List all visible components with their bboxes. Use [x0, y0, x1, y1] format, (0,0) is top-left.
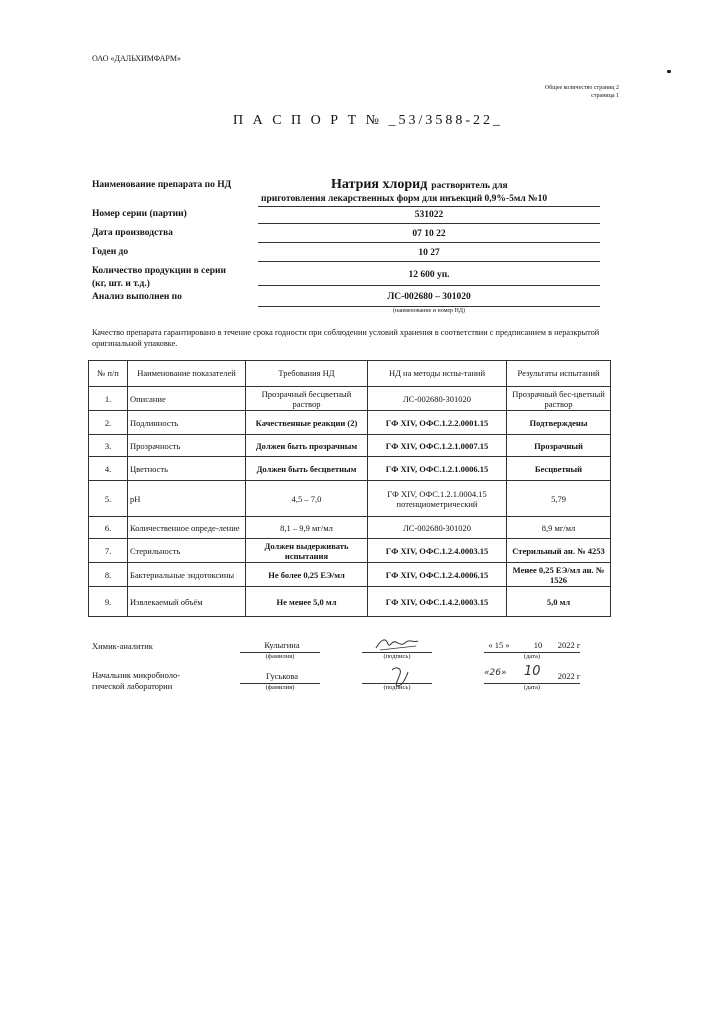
- row-method: ГФ XIV, ОФС.1.2.2.0001.15: [368, 411, 507, 435]
- table-row: [89, 563, 611, 587]
- row-name: Цветность: [128, 457, 246, 481]
- surname-caption: (фамилия): [265, 653, 295, 660]
- head-date-year: 2022 г: [557, 671, 581, 681]
- row-num: 2.: [89, 411, 128, 435]
- quantity-unit-label: (кг, шт. и т.д.): [92, 279, 150, 289]
- row-method: ЛС-002680-301020: [368, 387, 507, 411]
- underline: [258, 206, 600, 207]
- table-header-row: [89, 361, 611, 387]
- row-requirement: Должен быть прозрачным: [246, 435, 368, 457]
- row-result: Бесцветный: [507, 457, 611, 481]
- underline: [258, 285, 600, 286]
- passport-title: П А С П О Р Т № _53/3588-22_: [233, 113, 504, 128]
- row-requirement: Качественные реакции (2): [246, 411, 368, 435]
- surname-caption: (фамилия): [265, 684, 295, 691]
- underline: [258, 242, 600, 243]
- underline: [258, 306, 600, 307]
- header-name: Наименование показателей: [128, 361, 246, 387]
- row-num: 5.: [89, 481, 128, 517]
- production-date-label: Дата производства: [92, 228, 173, 238]
- row-method: ГФ XIV, ОФС.1.2.1.0007.15: [368, 435, 507, 457]
- chemist-label: Химик-аналитик: [92, 641, 153, 651]
- header-methods: НД на методы испы-таний: [368, 361, 507, 387]
- row-name: Стерильность: [128, 539, 246, 563]
- row-requirement: 8,1 – 9,9 мг/мл: [246, 517, 368, 539]
- head-date-day: «26»: [484, 668, 507, 678]
- quantity-label: Количество продукции в серии: [92, 266, 226, 276]
- head-label: [92, 670, 180, 692]
- signature-caption: (подпись): [383, 684, 411, 691]
- company-name: ОАО «ДАЛЬХИМФАРМ»: [92, 54, 181, 63]
- row-result: 5,79: [507, 481, 611, 517]
- row-name: Описание: [128, 387, 246, 411]
- table-row: [89, 387, 611, 411]
- row-requirement: 4,5 – 7,0: [246, 481, 368, 517]
- row-result: Менее 0,25 ЕЭ/мл ан. № 1526: [507, 563, 611, 587]
- row-name: Прозрачность: [128, 435, 246, 457]
- header-requirements: Требования НД: [246, 361, 368, 387]
- results-table: [88, 360, 611, 617]
- product-name-big: Натрия хлорид: [331, 177, 428, 192]
- table-row: [89, 517, 611, 539]
- total-pages: Общее количество страниц 2: [544, 85, 619, 91]
- table-row: [89, 481, 611, 517]
- row-name: Количественное опреде-ление: [128, 517, 246, 539]
- table-row: [89, 411, 611, 435]
- expiry-label: Годен до: [92, 247, 129, 257]
- row-requirement: Должен быть бесцветным: [246, 457, 368, 481]
- row-num: 1.: [89, 387, 128, 411]
- row-name: pH: [128, 481, 246, 517]
- page-info: [545, 84, 619, 100]
- page-number: страница 1: [591, 93, 619, 99]
- underline: [258, 261, 600, 262]
- quantity-value: 12 600 уп.: [408, 270, 450, 280]
- row-result: Прозрачный: [507, 435, 611, 457]
- row-result: 8,9 мг/мл: [507, 517, 611, 539]
- analysis-label: Анализ выполнен по: [92, 292, 182, 302]
- series-value: 531022: [414, 210, 444, 220]
- table-row: [89, 539, 611, 563]
- product-label: Наименование препарата по НД: [92, 180, 232, 190]
- analysis-value: ЛС-002680 – 301020: [387, 292, 471, 302]
- row-name: Бактериальные эндотоксины: [128, 563, 246, 587]
- signature-caption: (подпись): [383, 653, 411, 660]
- row-result: Прозрачный бес-цветный раствор: [507, 387, 611, 411]
- head-label-line2: гической лаборатории: [92, 681, 173, 691]
- header-results: Результаты испытаний: [507, 361, 611, 387]
- underline: [258, 223, 600, 224]
- product-name-rest1: растворитель для: [431, 181, 508, 191]
- series-label: Номер серии (партии): [92, 209, 187, 219]
- row-method: ГФ XIV, ОФС.1.2.1.0006.15: [368, 457, 507, 481]
- scan-speck: [667, 70, 671, 73]
- row-result: Подтверждены: [507, 411, 611, 435]
- row-num: 9.: [89, 587, 128, 617]
- row-method: ГФ XIV, ОФС.1.2.4.0003.15: [368, 539, 507, 563]
- head-date-month: 10: [524, 664, 541, 679]
- row-num: 8.: [89, 563, 128, 587]
- row-requirement: Прозрачный бесцветный раствор: [246, 387, 368, 411]
- row-requirement: Не менее 5,0 мл: [246, 587, 368, 617]
- expiry-value: 10 27: [418, 248, 440, 258]
- table-row: [89, 457, 611, 481]
- row-num: 6.: [89, 517, 128, 539]
- row-name: Извлекаемый объём: [128, 587, 246, 617]
- production-date-value: 07 10 22: [412, 229, 446, 239]
- date-caption: (дата): [523, 684, 541, 691]
- chemist-date-day: « 15 »: [488, 640, 510, 650]
- product-name-line2: приготовления лекарственных форм для инъекций 0,9%-5мл №10: [261, 194, 548, 204]
- chemist-signature-icon: [372, 634, 422, 654]
- analysis-caption: (наименование и номер НД): [393, 308, 465, 314]
- date-caption: (дата): [523, 653, 541, 660]
- head-surname: Гуськова: [265, 671, 299, 681]
- row-result: 5,0 мл: [507, 587, 611, 617]
- row-requirement: Должен выдерживать испытания: [246, 539, 368, 563]
- row-method: ГФ XIV, ОФС.1.2.1.0004.15 потенциометрический: [368, 481, 507, 517]
- chemist-date-month: 10: [533, 640, 543, 650]
- chemist-surname: Кулыгина: [264, 640, 300, 650]
- row-method: ГФ XIV, ОФС.1.4.2.0003.15: [368, 587, 507, 617]
- chemist-date-year: 2022 г: [557, 640, 581, 650]
- row-num: 4.: [89, 457, 128, 481]
- row-requirement: Не более 0,25 ЕЭ/мл: [246, 563, 368, 587]
- row-name: Подлинность: [128, 411, 246, 435]
- header-num: № п/п: [89, 361, 128, 387]
- row-num: 3.: [89, 435, 128, 457]
- table-row: [89, 587, 611, 617]
- product-name-line1: [331, 175, 508, 193]
- head-label-line1: Начальник микробиоло-: [92, 670, 181, 680]
- row-result: Стерильный ан. № 4253: [507, 539, 611, 563]
- row-method: ЛС-002680-301020: [368, 517, 507, 539]
- row-method: ГФ XIV, ОФС.1.2.4.0006.15: [368, 563, 507, 587]
- row-num: 7.: [89, 539, 128, 563]
- table-row: [89, 435, 611, 457]
- guarantee-text: Качество препарата гарантировано в течение срока годности при соблюдении условий хранения в соответствии с предписанием в неразкрытой оригинальной упаковке.: [92, 328, 600, 348]
